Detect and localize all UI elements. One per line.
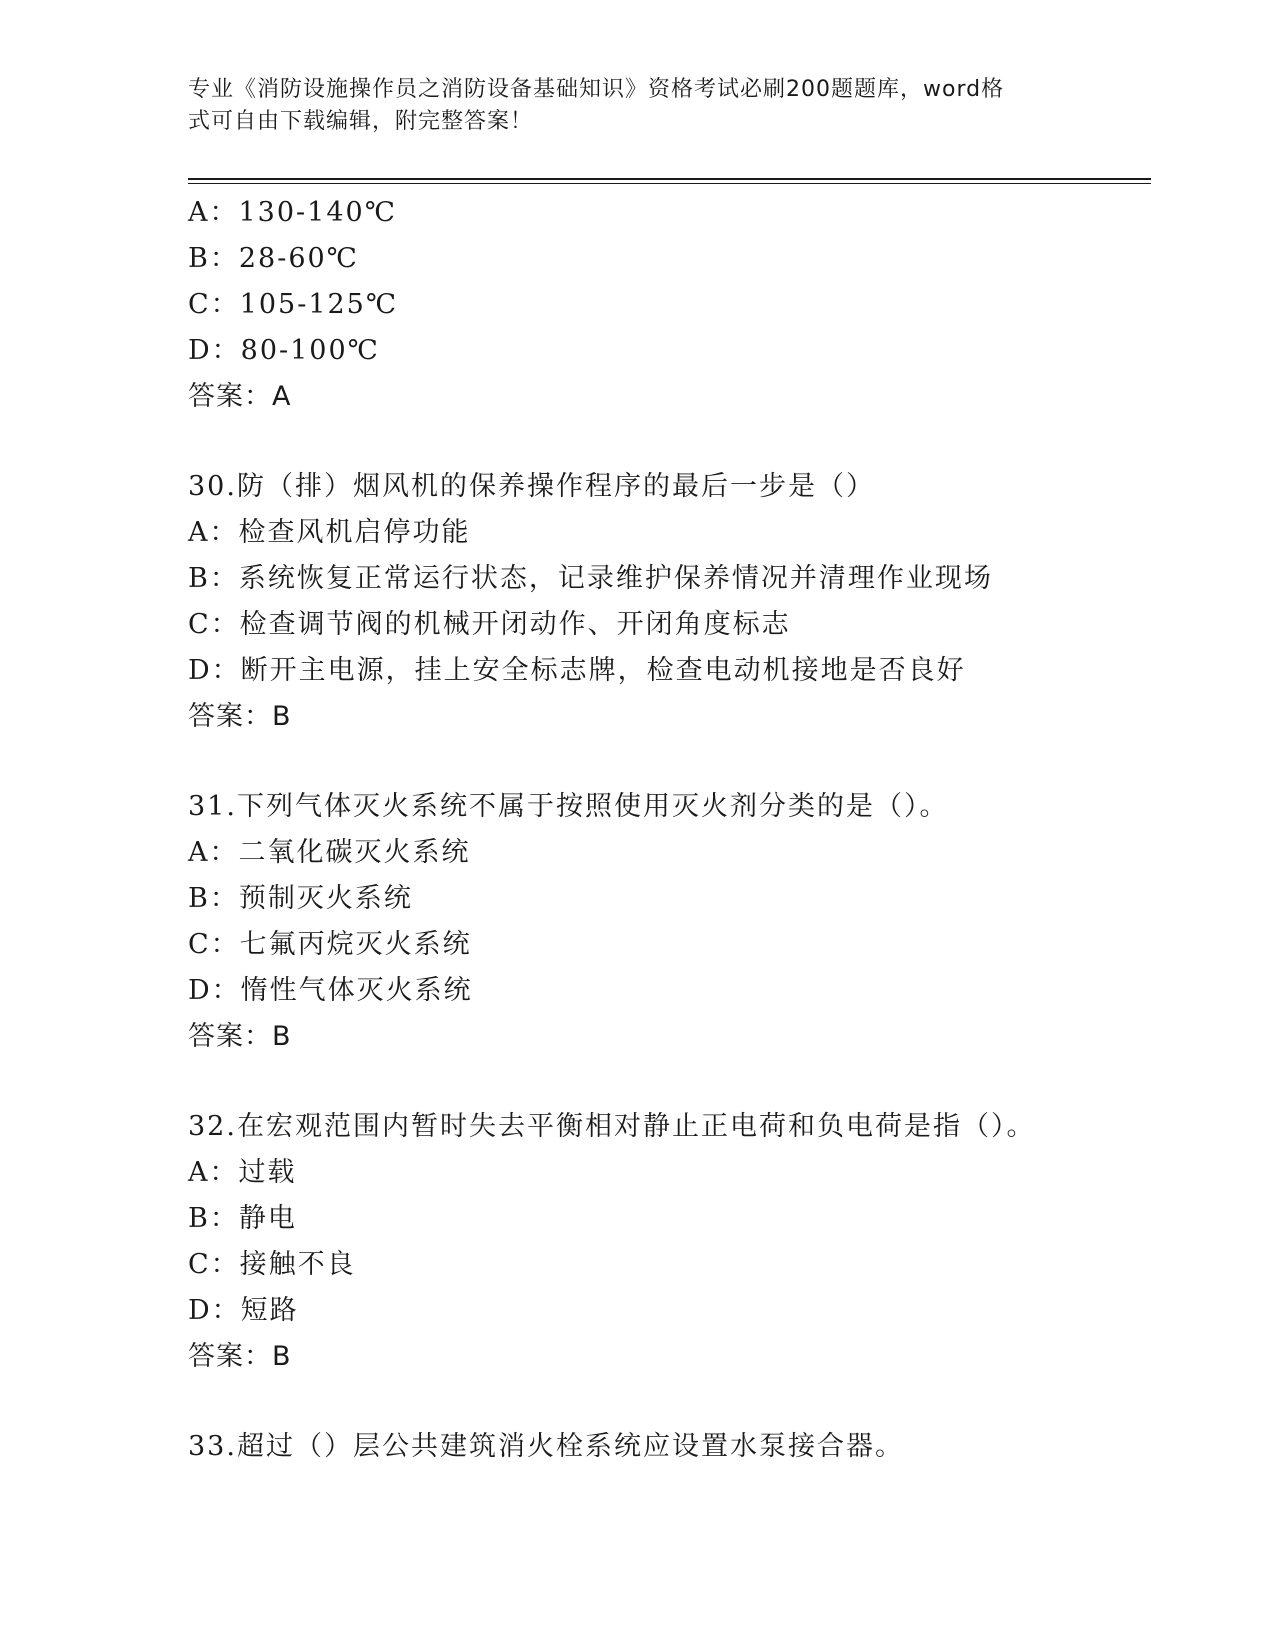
question-list: [188, 190, 1148, 1514]
question-31: [188, 784, 1148, 1060]
question-stem: 32.在宏观范围内暂时失去平衡相对静止正电荷和负电荷是指（）。: [188, 1111, 1036, 1142]
option-b: B：28-60℃: [188, 243, 359, 274]
option-b: B：预制灭火系统: [188, 883, 413, 914]
question-stem: 31.下列气体灭火系统不属于按照使用灭火剂分类的是（）。: [188, 791, 949, 822]
answer: 答案：B: [188, 701, 292, 732]
option-a: A：过载: [188, 1157, 297, 1188]
question-29-partial: [188, 190, 1148, 420]
question-30: [188, 464, 1148, 740]
header-divider: [188, 178, 1151, 180]
header-line-2: 式可自由下载编辑，附完整答案！: [188, 109, 534, 134]
question-32: [188, 1104, 1148, 1380]
document-header: [188, 74, 1088, 138]
option-d: D：断开主电源，挂上安全标志牌，检查电动机接地是否良好: [188, 655, 966, 686]
answer: 答案：A: [188, 381, 292, 412]
option-a: A：检查风机启停功能: [188, 517, 471, 548]
option-d: D：惰性气体灭火系统: [188, 975, 473, 1006]
question-33: [188, 1424, 1148, 1470]
option-a: A：二氧化碳灭火系统: [188, 837, 471, 868]
answer: 答案：B: [188, 1341, 292, 1372]
option-c: C：检查调节阀的机械开闭动作、开闭角度标志: [188, 609, 791, 640]
question-stem: 30.防（排）烟风机的保养操作程序的最后一步是（）: [188, 471, 875, 502]
answer: 答案：B: [188, 1021, 292, 1052]
option-c: C：105-125℃: [188, 289, 399, 320]
header-line-1: 专业《消防设施操作员之消防设备基础知识》资格考试必刷200题题库，word格: [188, 77, 1005, 102]
option-b: B：静电: [188, 1203, 297, 1234]
option-c: C：七氟丙烷灭火系统: [188, 929, 472, 960]
option-d: D：短路: [188, 1295, 299, 1326]
header-divider-thin: [188, 183, 1151, 184]
question-stem: 33.超过（）层公共建筑消火栓系统应设置水泵接合器。: [188, 1431, 904, 1462]
option-d: D：80-100℃: [188, 335, 380, 366]
option-a: A：130-140℃: [188, 197, 397, 228]
option-b: B：系统恢复正常运行状态，记录维护保养情况并清理作业现场: [188, 563, 993, 594]
option-c: C：接触不良: [188, 1249, 356, 1280]
